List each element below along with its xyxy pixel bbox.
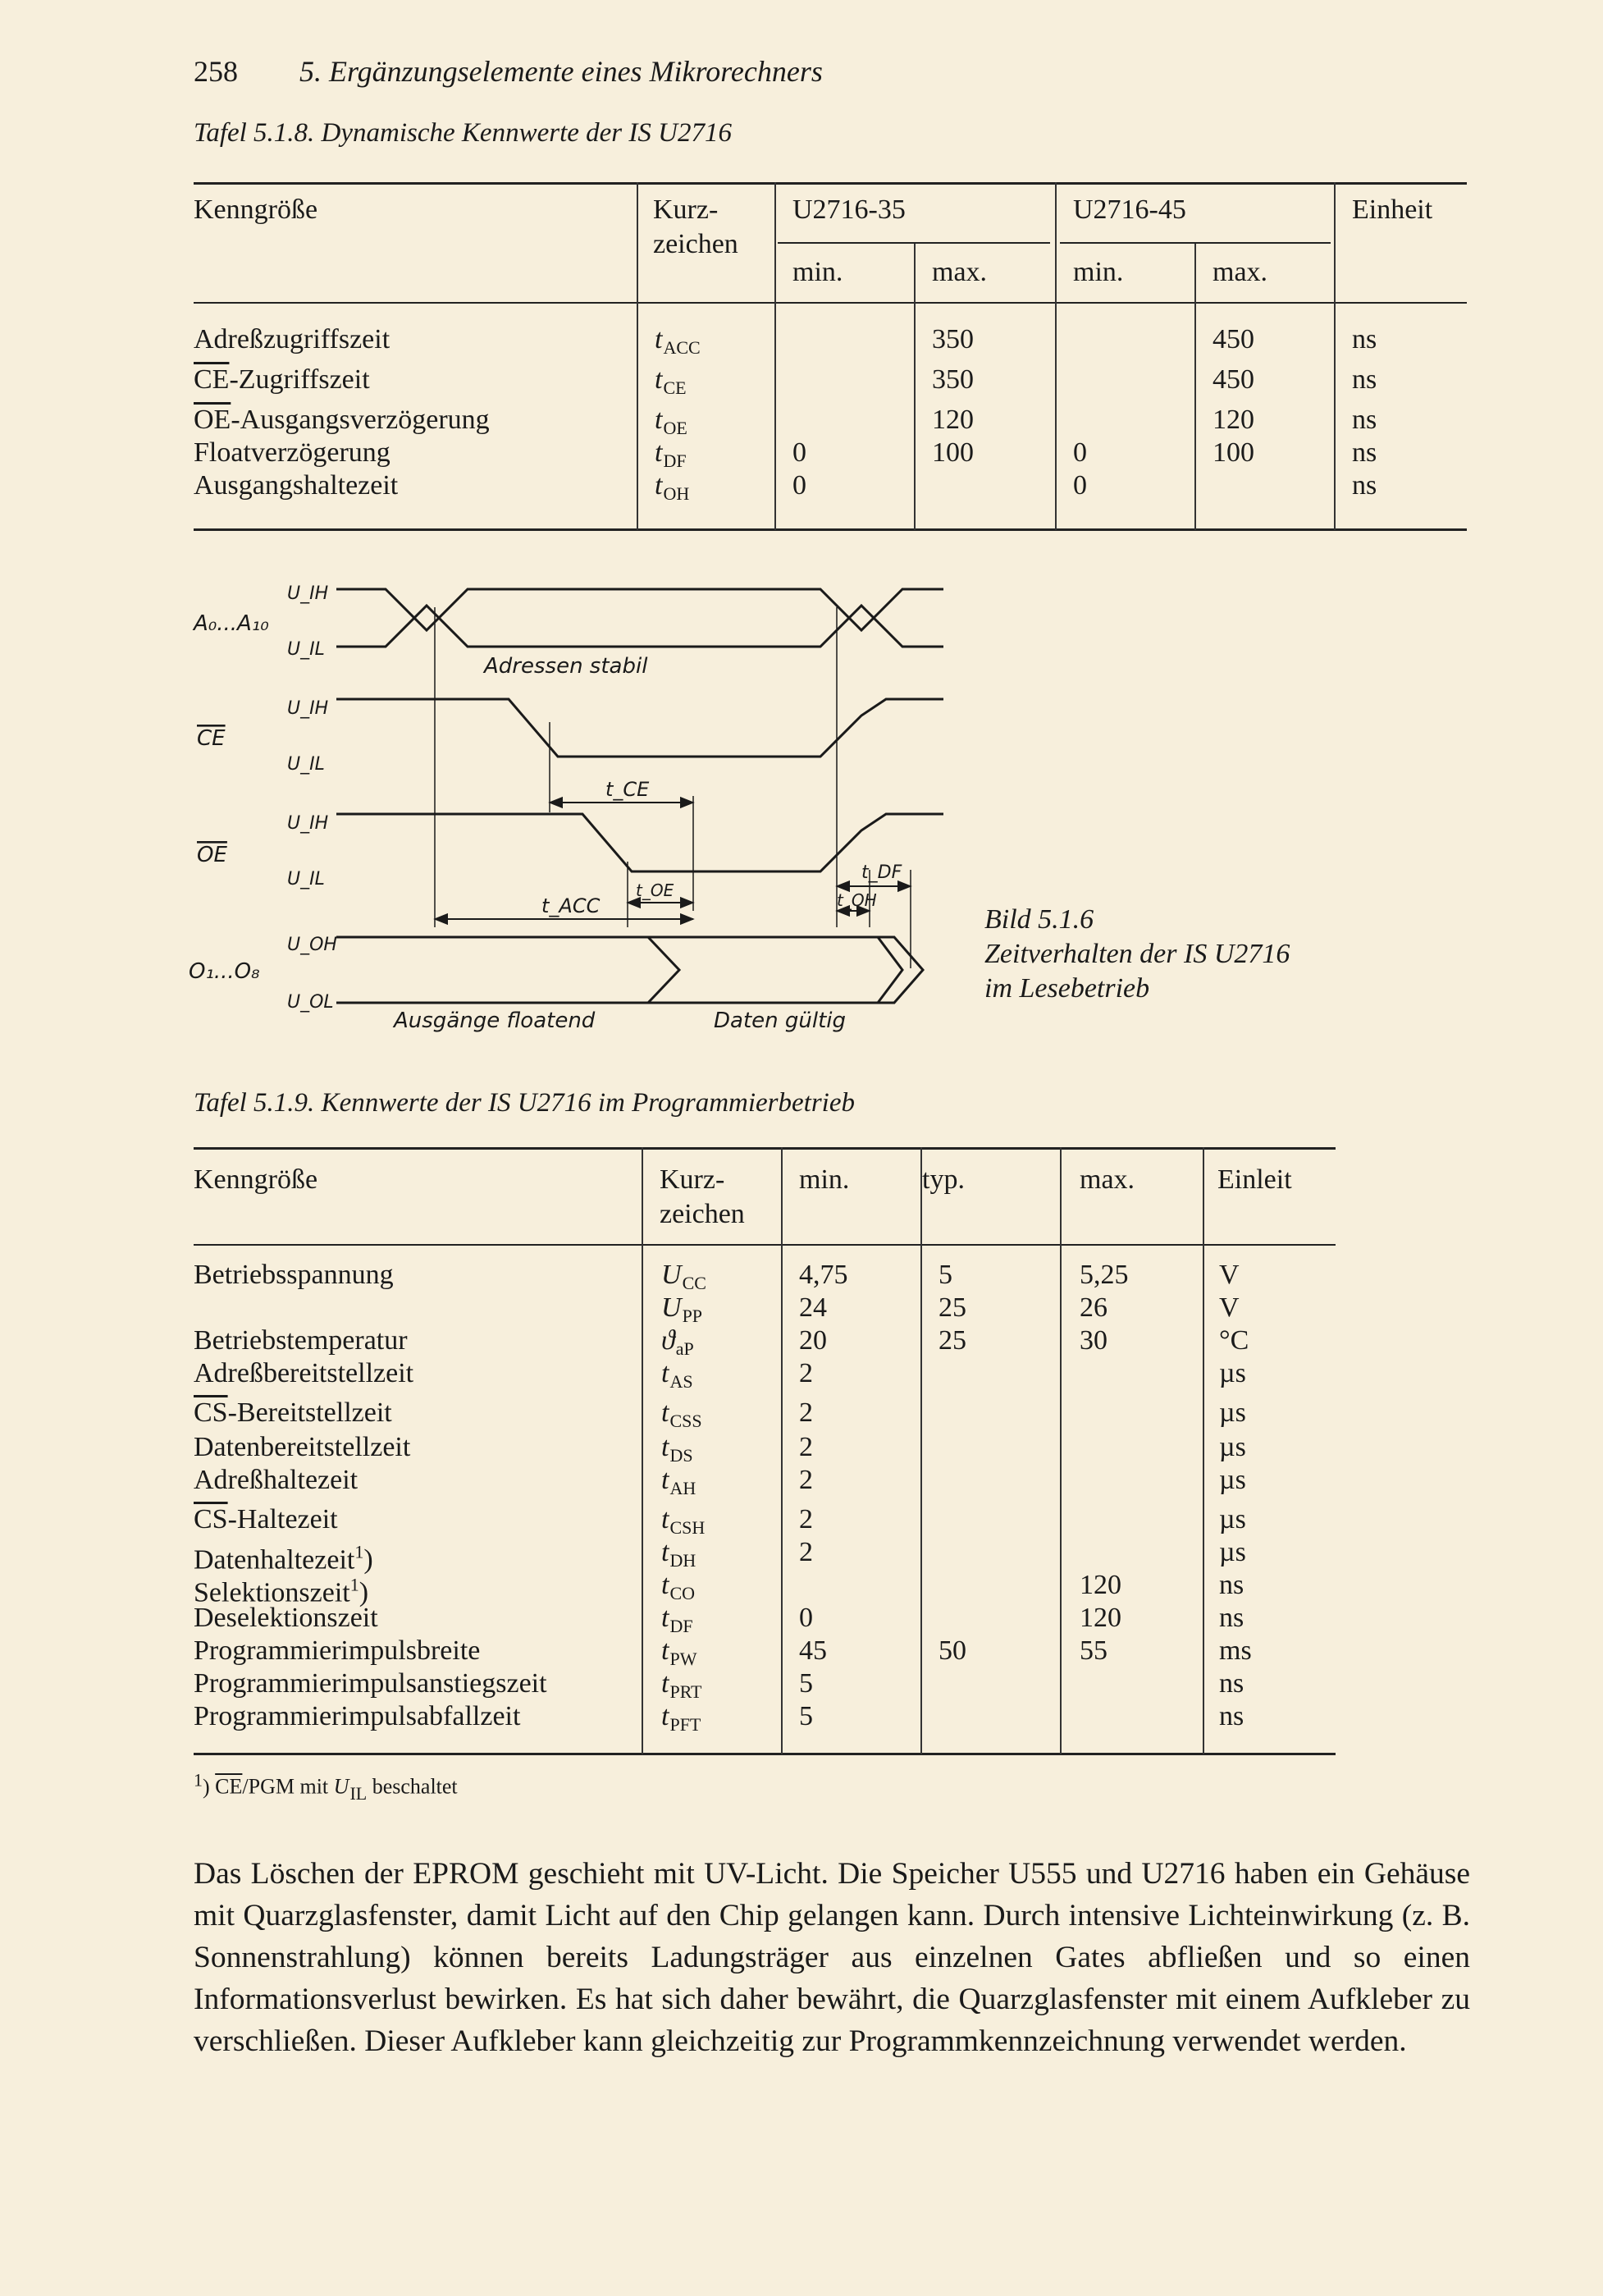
symbol-subscript: CSS bbox=[669, 1411, 702, 1431]
figure-caption-line2: Zeitverhalten der IS U2716 bbox=[984, 939, 1290, 969]
data-waveform-inner bbox=[679, 937, 902, 1003]
table1-header-max35: max. bbox=[932, 257, 988, 287]
data-waveform-top bbox=[336, 937, 679, 1003]
label-tce: t_CE bbox=[605, 778, 650, 801]
table2-header-unit: Einleit bbox=[1217, 1164, 1292, 1195]
value-min: 2 bbox=[799, 1397, 813, 1428]
param-name bbox=[194, 1259, 394, 1292]
param-name-text: -Ausgangsverzögerung bbox=[231, 405, 490, 435]
value-min35: 0 bbox=[792, 470, 806, 501]
param-name-text: Selektionszeit bbox=[194, 1577, 350, 1608]
table2-vline bbox=[642, 1147, 643, 1754]
footnote-ref-number: 1 bbox=[349, 1575, 359, 1595]
addr-uih: U_IH bbox=[287, 583, 329, 604]
param-name-overline: $\overline{CE}$ bbox=[194, 364, 230, 395]
param-name bbox=[194, 1667, 547, 1700]
value-min: 4,75 bbox=[799, 1260, 848, 1290]
symbol-subscript: DS bbox=[669, 1445, 693, 1466]
label-toe: t_OE bbox=[636, 880, 674, 900]
table1-vline bbox=[774, 182, 776, 530]
value-unit: ns bbox=[1352, 470, 1377, 501]
value-unit: µs bbox=[1219, 1504, 1246, 1534]
table2-header-param: Kenngröße bbox=[194, 1164, 318, 1195]
symbol-subscript: DF bbox=[663, 451, 687, 471]
addr-waveform-low bbox=[336, 606, 943, 647]
signal-ce: CE bbox=[197, 726, 226, 751]
page-number: 258 bbox=[194, 55, 238, 88]
footnote-sym: U bbox=[333, 1774, 349, 1799]
footnote-sub: IL bbox=[349, 1782, 368, 1804]
param-name-text: Programmierimpulsanstiegszeit bbox=[194, 1668, 547, 1699]
table2-caption: Tafel 5.1.9. Kennwerte der IS U2716 im Programmierbetrieb bbox=[194, 1088, 856, 1118]
param-name bbox=[194, 1700, 520, 1733]
table2-header-max: max. bbox=[1080, 1164, 1135, 1195]
oe-uil: U_IL bbox=[287, 869, 325, 890]
param-name bbox=[194, 437, 390, 469]
footnote-ref-number: 1 bbox=[354, 1542, 364, 1562]
table1-vline bbox=[1334, 182, 1336, 530]
value-unit: ns bbox=[1219, 1603, 1244, 1633]
table1-header-unit: Einheit bbox=[1352, 194, 1433, 225]
param-name-text: Betriebsspannung bbox=[194, 1260, 394, 1290]
table1-header-max45: max. bbox=[1213, 257, 1268, 287]
table1-vline bbox=[1055, 182, 1057, 530]
symbol-base: t bbox=[655, 437, 663, 468]
value-max: 120 bbox=[1080, 1603, 1121, 1633]
symbol-subscript: CE bbox=[663, 377, 687, 398]
value-max35: 100 bbox=[932, 437, 974, 468]
table1-caption: Tafel 5.1.8. Dynamische Kennwerte der IS U2716 bbox=[194, 118, 732, 148]
symbol-base: t bbox=[661, 1668, 669, 1699]
value-max45: 120 bbox=[1213, 405, 1254, 435]
ce-uih: U_IH bbox=[287, 698, 329, 719]
value-unit: µs bbox=[1219, 1537, 1246, 1567]
table1-header-min35: min. bbox=[792, 257, 843, 287]
value-typ: 5 bbox=[939, 1260, 952, 1290]
value-min45: 0 bbox=[1073, 437, 1087, 468]
symbol-subscript: PP bbox=[682, 1306, 703, 1326]
table1-vline bbox=[914, 244, 916, 530]
table2-header-symbol-2: zeichen bbox=[660, 1199, 745, 1229]
symbol-subscript: CC bbox=[682, 1273, 706, 1293]
value-min: 5 bbox=[799, 1701, 813, 1731]
label-toh: t_OH bbox=[837, 890, 877, 910]
value-max35: 120 bbox=[932, 405, 974, 435]
value-unit: V bbox=[1219, 1292, 1240, 1323]
value-max: 26 bbox=[1080, 1292, 1107, 1323]
table1-header-symbol-2: zeichen bbox=[653, 229, 738, 259]
param-name bbox=[194, 364, 370, 396]
table1-header-group1: U2716-35 bbox=[792, 194, 906, 225]
param-name-text: Adreßbereitstellzeit bbox=[194, 1358, 414, 1388]
oe-waveform bbox=[336, 814, 943, 871]
symbol-base: U bbox=[661, 1260, 682, 1290]
value-unit: ms bbox=[1219, 1635, 1252, 1666]
signal-data: O₁...O₈ bbox=[189, 959, 260, 984]
value-max45: 450 bbox=[1213, 364, 1254, 395]
value-unit: ns bbox=[1352, 405, 1377, 435]
symbol-base: t bbox=[655, 470, 663, 501]
data-uoh: U_OH bbox=[287, 935, 337, 955]
value-unit: µs bbox=[1219, 1358, 1246, 1388]
value-min35: 0 bbox=[792, 437, 806, 468]
param-name-text: Programmierimpulsbreite bbox=[194, 1635, 481, 1666]
table1-header-symbol-1: Kurz- bbox=[653, 194, 719, 225]
value-min: 20 bbox=[799, 1325, 827, 1356]
symbol-subscript: OE bbox=[663, 418, 687, 438]
value-min45: 0 bbox=[1073, 470, 1087, 501]
ce-uil: U_IL bbox=[287, 754, 325, 775]
label-tacc: t_ACC bbox=[541, 894, 601, 917]
table2-vline bbox=[781, 1147, 783, 1754]
symbol-subscript: PRT bbox=[669, 1681, 702, 1702]
param-name bbox=[194, 1503, 338, 1536]
param-name bbox=[194, 1324, 408, 1357]
value-unit: ns bbox=[1219, 1701, 1244, 1731]
symbol-subscript: AS bbox=[669, 1371, 693, 1392]
body-paragraph bbox=[194, 1853, 1470, 2062]
value-unit: ns bbox=[1352, 437, 1377, 468]
value-min: 45 bbox=[799, 1635, 827, 1666]
symbol bbox=[661, 1464, 696, 1505]
param-name-text: Datenbereitstellzeit bbox=[194, 1432, 411, 1462]
table2-top-rule bbox=[194, 1147, 1336, 1150]
table2-bottom-rule bbox=[194, 1753, 1336, 1755]
param-name bbox=[194, 1431, 410, 1464]
footnote-mark-number: 1 bbox=[194, 1769, 203, 1790]
value-unit: °C bbox=[1219, 1325, 1249, 1356]
param-name bbox=[194, 323, 390, 356]
value-typ: 50 bbox=[939, 1635, 966, 1666]
symbol-base: t bbox=[661, 1358, 669, 1388]
symbol-base: t bbox=[661, 1397, 669, 1428]
param-name-text: -Zugriffszeit bbox=[229, 364, 370, 395]
table1-bottom-rule bbox=[194, 528, 1467, 531]
value-unit: µs bbox=[1219, 1432, 1246, 1462]
footnote-mark: $^1$) bbox=[194, 1769, 210, 1799]
symbol-base: U bbox=[661, 1292, 682, 1323]
value-min: 2 bbox=[799, 1504, 813, 1534]
label-float: Ausgänge floatend bbox=[394, 1009, 596, 1033]
oe-uih: U_IH bbox=[287, 813, 329, 834]
symbol-subscript: CO bbox=[669, 1583, 696, 1603]
table2-vline bbox=[920, 1147, 922, 1754]
figure-caption bbox=[984, 903, 1290, 1006]
param-name bbox=[194, 469, 398, 502]
value-min: 2 bbox=[799, 1465, 813, 1495]
param-name-text: Adreßhaltezeit bbox=[194, 1465, 359, 1495]
data-waveform-hi bbox=[648, 937, 923, 1003]
footnote-ref: $^1$) bbox=[349, 1575, 369, 1608]
table1-header-group2: U2716-45 bbox=[1073, 194, 1186, 225]
value-unit: ns bbox=[1219, 1570, 1244, 1600]
param-name-text: -Bereitstellzeit bbox=[227, 1397, 392, 1428]
table1-header-param: Kenngröße bbox=[194, 194, 318, 225]
addr-waveform bbox=[336, 589, 943, 630]
table1-header-min45: min. bbox=[1073, 257, 1124, 287]
label-valid: Daten gültig bbox=[714, 1009, 847, 1033]
symbol-subscript: DF bbox=[669, 1616, 693, 1636]
symbol-base: t bbox=[661, 1432, 669, 1462]
table2-header-typ: typ. bbox=[922, 1164, 965, 1195]
value-unit: µs bbox=[1219, 1465, 1246, 1495]
value-unit: ns bbox=[1219, 1668, 1244, 1699]
param-name-text: Betriebstemperatur bbox=[194, 1325, 408, 1356]
symbol-base: t bbox=[661, 1603, 669, 1633]
table2-vline bbox=[1203, 1147, 1204, 1754]
running-title: 5. Ergänzungselemente eines Mikrorechners bbox=[299, 55, 823, 88]
value-max35: 350 bbox=[932, 364, 974, 395]
value-min: 2 bbox=[799, 1537, 813, 1567]
table1-head-rule bbox=[194, 302, 1467, 304]
param-name bbox=[194, 1602, 378, 1635]
param-name-text: Deselektionszeit bbox=[194, 1603, 378, 1633]
symbol-subscript: CSH bbox=[669, 1517, 706, 1538]
addr-uil: U_IL bbox=[287, 639, 325, 660]
value-unit: ns bbox=[1352, 364, 1377, 395]
value-typ: 25 bbox=[939, 1325, 966, 1356]
param-name-overline: $\overline{OE}$ bbox=[194, 405, 231, 435]
symbol-base: ϑ bbox=[661, 1325, 675, 1356]
figure-caption-line1: Bild 5.1.6 bbox=[984, 904, 1094, 935]
footnote-ref: $^1$) bbox=[354, 1542, 373, 1576]
symbol bbox=[661, 1357, 693, 1398]
value-typ: 25 bbox=[939, 1292, 966, 1323]
symbol bbox=[655, 469, 689, 510]
footnote-over: $\overline{CE}$ bbox=[215, 1774, 243, 1799]
symbol-base: t bbox=[661, 1465, 669, 1495]
ce-waveform bbox=[336, 699, 943, 757]
value-min: 2 bbox=[799, 1432, 813, 1462]
symbol-subscript: PFT bbox=[669, 1714, 701, 1735]
value-max: 55 bbox=[1080, 1635, 1107, 1666]
param-name bbox=[194, 1357, 413, 1390]
table1-top-rule bbox=[194, 182, 1467, 185]
param-name bbox=[194, 1397, 392, 1429]
label-tdf: t_DF bbox=[861, 862, 902, 883]
param-name-overline: $\overline{CS}$ bbox=[194, 1397, 228, 1428]
symbol-subscript: PW bbox=[669, 1649, 697, 1669]
param-name-text: Datenhaltezeit bbox=[194, 1544, 355, 1576]
symbol-subscript: DH bbox=[669, 1550, 696, 1571]
paragraph-text: Das Löschen der EPROM geschieht mit UV-Licht. Die Speicher U555 und U2716 haben ein Gehäuse mit Quarzglasfenster, damit Licht auf den Chip gelangen kann. Durch intensive Lichteinwirkung (z. B. Sonnenstrahlung) können bereits Ladungsträger aus einzelnen Gates abfließen und so einen Informationsverlust bewirken. Es hat sich daher bewährt, die Quarzglasfenster mit einem Aufkleber zu verschließen. Dieser Aufkleber kann gleichzeitig zur Programmkennzeichnung verwendet werden. bbox=[194, 1857, 1470, 2058]
page-header bbox=[194, 54, 823, 89]
symbol-base: t bbox=[661, 1701, 669, 1731]
table1-vline bbox=[637, 182, 638, 530]
value-max: 120 bbox=[1080, 1570, 1121, 1600]
signal-addr: A₀...A₁₀ bbox=[194, 611, 269, 636]
value-min: 24 bbox=[799, 1292, 827, 1323]
symbol-subscript: aP bbox=[675, 1338, 694, 1359]
symbol-base: t bbox=[661, 1504, 669, 1534]
table2-header-min: min. bbox=[799, 1164, 850, 1195]
signal-oe: OE bbox=[197, 843, 227, 867]
footnote bbox=[194, 1769, 458, 1804]
footnote-text2: beschaltet bbox=[367, 1774, 458, 1799]
value-unit: V bbox=[1219, 1260, 1240, 1290]
symbol-base: t bbox=[655, 324, 663, 354]
param-name bbox=[194, 1635, 480, 1667]
symbol-base: t bbox=[661, 1635, 669, 1666]
param-name-text: Floatverzögerung bbox=[194, 437, 390, 468]
param-name-overline: $\overline{CS}$ bbox=[194, 1504, 228, 1534]
data-uol: U_OL bbox=[287, 992, 334, 1013]
value-min: 0 bbox=[799, 1603, 813, 1633]
value-min: 2 bbox=[799, 1358, 813, 1388]
symbol-base: t bbox=[655, 364, 663, 395]
symbol bbox=[655, 323, 701, 364]
label-addr-stable: Adressen stabil bbox=[484, 654, 648, 679]
symbol-base: t bbox=[655, 405, 663, 435]
footnote-text1: /PGM mit bbox=[242, 1774, 334, 1799]
value-max: 30 bbox=[1080, 1325, 1107, 1356]
param-name bbox=[194, 404, 490, 437]
param-name-text: -Haltezeit bbox=[227, 1504, 338, 1534]
value-max45: 450 bbox=[1213, 324, 1254, 354]
value-unit: µs bbox=[1219, 1397, 1246, 1428]
value-max35: 350 bbox=[932, 324, 974, 354]
value-max45: 100 bbox=[1213, 437, 1254, 468]
param-name bbox=[194, 1464, 358, 1497]
table2-vline bbox=[1060, 1147, 1062, 1754]
figure-caption-line3: im Lesebetrieb bbox=[984, 973, 1150, 1004]
param-name-text: Ausgangshaltezeit bbox=[194, 470, 399, 501]
symbol-base: t bbox=[661, 1570, 669, 1600]
table1-vline bbox=[1194, 244, 1196, 530]
timing-diagram bbox=[180, 558, 968, 1050]
symbol-subscript: OH bbox=[663, 483, 690, 504]
value-max: 5,25 bbox=[1080, 1260, 1129, 1290]
param-name-text: Programmierimpulsabfallzeit bbox=[194, 1701, 521, 1731]
value-unit: ns bbox=[1352, 324, 1377, 354]
symbol bbox=[655, 364, 687, 405]
symbol-base: t bbox=[661, 1537, 669, 1567]
symbol-subscript: AH bbox=[669, 1478, 696, 1498]
symbol-subscript: ACC bbox=[663, 337, 701, 358]
param-name-text: Adreßzugriffszeit bbox=[194, 324, 390, 354]
table2-head-rule bbox=[194, 1244, 1336, 1246]
symbol bbox=[661, 1700, 701, 1741]
table2-header-symbol-1: Kurz- bbox=[660, 1164, 725, 1195]
value-min: 5 bbox=[799, 1668, 813, 1699]
